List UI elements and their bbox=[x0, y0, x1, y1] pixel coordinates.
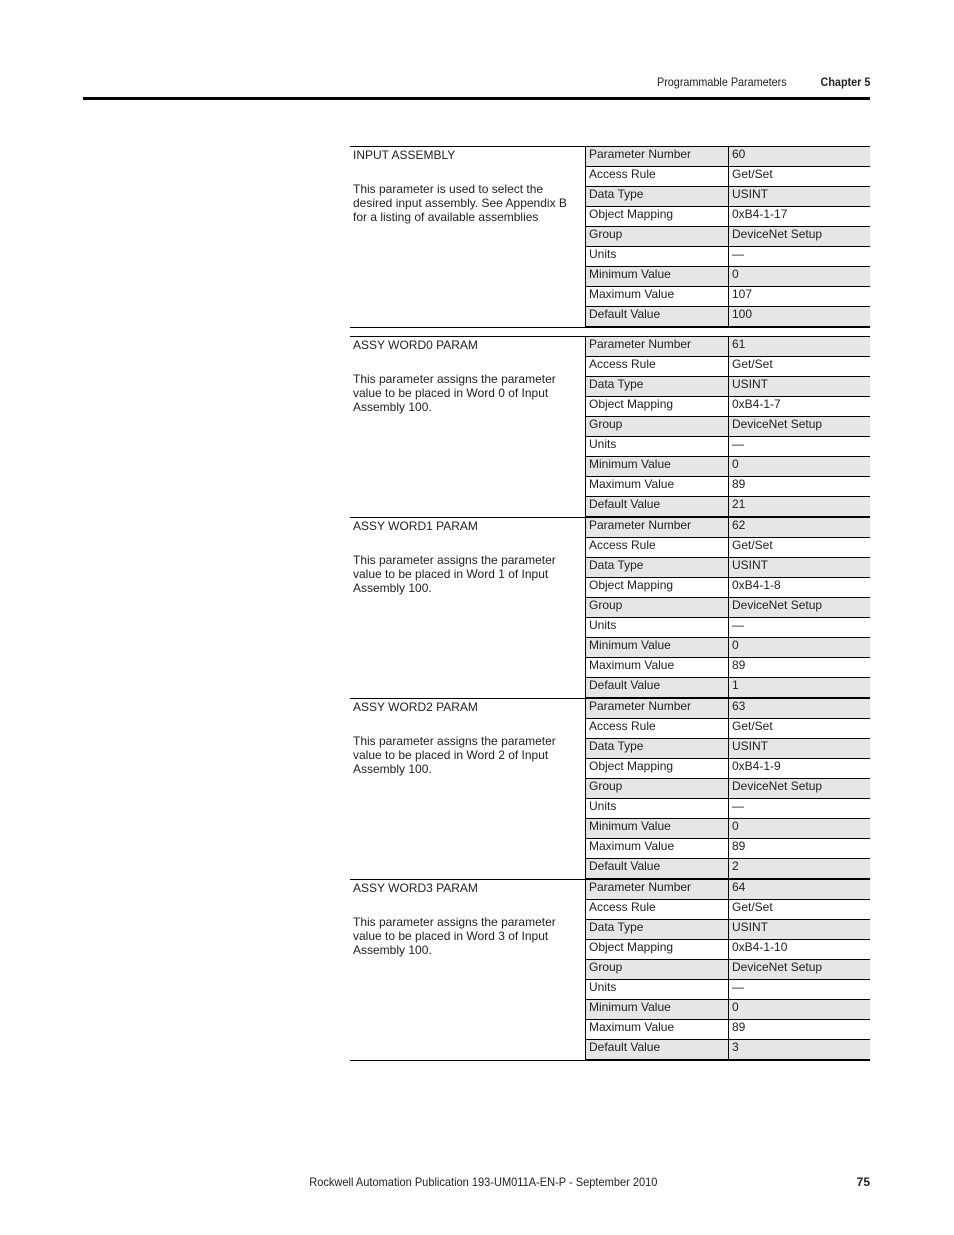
property-label: Data Type bbox=[586, 920, 729, 940]
property-value: — bbox=[729, 247, 871, 267]
property-value: DeviceNet Setup bbox=[729, 598, 871, 618]
property-value: 0 bbox=[729, 638, 871, 658]
property-value: 0xB4-1-17 bbox=[729, 207, 871, 227]
parameter-block bbox=[350, 698, 870, 879]
table-row bbox=[586, 187, 871, 207]
property-value: Get/Set bbox=[729, 357, 871, 377]
table-row bbox=[586, 1040, 871, 1060]
property-label: Group bbox=[586, 779, 729, 799]
property-label: Data Type bbox=[586, 739, 729, 759]
table-row bbox=[586, 799, 871, 819]
parameter-properties-table bbox=[585, 699, 870, 879]
property-value: 64 bbox=[729, 880, 871, 900]
property-label: Units bbox=[586, 247, 729, 267]
table-row bbox=[586, 638, 871, 658]
property-value: USINT bbox=[729, 739, 871, 759]
property-value: — bbox=[729, 618, 871, 638]
parameter-block bbox=[350, 146, 870, 327]
block-spacer bbox=[350, 327, 870, 336]
parameter-properties-table bbox=[585, 880, 870, 1060]
table-row bbox=[586, 779, 871, 799]
property-value: 0 bbox=[729, 267, 871, 287]
property-value: 100 bbox=[729, 307, 871, 327]
parameter-description: This parameter assigns the parameter value to be placed in Word 1 of Input Assembly 100. bbox=[353, 553, 556, 595]
table-row bbox=[586, 477, 871, 497]
property-label: Group bbox=[586, 227, 729, 247]
property-label: Units bbox=[586, 618, 729, 638]
property-value: Get/Set bbox=[729, 719, 871, 739]
property-label: Minimum Value bbox=[586, 638, 729, 658]
property-value: 0 bbox=[729, 819, 871, 839]
footer-publication: Rockwell Automation Publication 193-UM011A-EN-P - September 2010 bbox=[308, 1175, 657, 1189]
property-value: 0xB4-1-8 bbox=[729, 578, 871, 598]
property-value: 3 bbox=[729, 1040, 871, 1060]
property-label: Object Mapping bbox=[586, 940, 729, 960]
parameter-title: ASSY WORD3 PARAM bbox=[353, 881, 478, 895]
property-value: USINT bbox=[729, 920, 871, 940]
table-row bbox=[586, 147, 871, 167]
parameter-title: ASSY WORD1 PARAM bbox=[353, 519, 478, 533]
property-label: Group bbox=[586, 417, 729, 437]
property-label: Data Type bbox=[586, 558, 729, 578]
property-value: DeviceNet Setup bbox=[729, 960, 871, 980]
table-row bbox=[586, 207, 871, 227]
table-row bbox=[586, 759, 871, 779]
table-row bbox=[586, 307, 871, 327]
table-row bbox=[586, 417, 871, 437]
property-label: Minimum Value bbox=[586, 1000, 729, 1020]
property-value: — bbox=[729, 980, 871, 1000]
property-label: Default Value bbox=[586, 307, 729, 327]
property-value: 89 bbox=[729, 658, 871, 678]
property-label: Maximum Value bbox=[586, 839, 729, 859]
property-label: Default Value bbox=[586, 859, 729, 879]
table-row bbox=[586, 739, 871, 759]
property-label: Default Value bbox=[586, 678, 729, 698]
table-row bbox=[586, 538, 871, 558]
property-value: 63 bbox=[729, 699, 871, 719]
table-row bbox=[586, 920, 871, 940]
property-value: DeviceNet Setup bbox=[729, 779, 871, 799]
property-label: Parameter Number bbox=[586, 337, 729, 357]
property-label: Maximum Value bbox=[586, 1020, 729, 1040]
property-label: Parameter Number bbox=[586, 147, 729, 167]
property-label: Object Mapping bbox=[586, 759, 729, 779]
property-label: Maximum Value bbox=[586, 658, 729, 678]
property-value: 89 bbox=[729, 477, 871, 497]
table-row bbox=[586, 658, 871, 678]
property-label: Minimum Value bbox=[586, 457, 729, 477]
property-label: Minimum Value bbox=[586, 267, 729, 287]
table-row bbox=[586, 357, 871, 377]
property-value: 61 bbox=[729, 337, 871, 357]
property-value: 21 bbox=[729, 497, 871, 517]
property-label: Access Rule bbox=[586, 357, 729, 377]
property-label: Parameter Number bbox=[586, 880, 729, 900]
table-row bbox=[586, 859, 871, 879]
table-row bbox=[586, 227, 871, 247]
parameter-description: This parameter assigns the parameter value to be placed in Word 3 of Input Assembly 100. bbox=[353, 915, 556, 957]
property-label: Access Rule bbox=[586, 719, 729, 739]
property-value: 62 bbox=[729, 518, 871, 538]
table-row bbox=[586, 699, 871, 719]
table-row bbox=[586, 900, 871, 920]
parameter-description-cell bbox=[350, 337, 585, 517]
property-label: Parameter Number bbox=[586, 518, 729, 538]
property-label: Units bbox=[586, 437, 729, 457]
property-label: Object Mapping bbox=[586, 578, 729, 598]
property-label: Object Mapping bbox=[586, 207, 729, 227]
property-value: 0 bbox=[729, 1000, 871, 1020]
table-row bbox=[586, 497, 871, 517]
parameter-description-cell bbox=[350, 518, 585, 698]
property-value: Get/Set bbox=[729, 167, 871, 187]
property-label: Data Type bbox=[586, 377, 729, 397]
table-row bbox=[586, 819, 871, 839]
parameter-description-cell bbox=[350, 147, 585, 327]
table-row bbox=[586, 940, 871, 960]
property-label: Object Mapping bbox=[586, 397, 729, 417]
table-row bbox=[586, 558, 871, 578]
header-rule bbox=[83, 97, 870, 100]
parameter-description: This parameter is used to select the desired input assembly. See Appendix B for a listing of available assemblies bbox=[353, 182, 567, 224]
table-row bbox=[586, 397, 871, 417]
property-value: 89 bbox=[729, 839, 871, 859]
page-number: 75 bbox=[856, 1175, 870, 1189]
property-value: 1 bbox=[729, 678, 871, 698]
parameter-title: INPUT ASSEMBLY bbox=[353, 148, 456, 162]
table-row bbox=[586, 578, 871, 598]
property-label: Group bbox=[586, 598, 729, 618]
property-value: DeviceNet Setup bbox=[729, 417, 871, 437]
parameter-description-cell bbox=[350, 699, 585, 879]
table-row bbox=[586, 880, 871, 900]
property-value: Get/Set bbox=[729, 538, 871, 558]
parameter-properties-table bbox=[585, 518, 870, 698]
property-label: Access Rule bbox=[586, 538, 729, 558]
table-row bbox=[586, 598, 871, 618]
property-value: 0xB4-1-10 bbox=[729, 940, 871, 960]
property-value: 107 bbox=[729, 287, 871, 307]
parameter-block bbox=[350, 517, 870, 698]
table-row bbox=[586, 267, 871, 287]
running-header-chapter: Chapter 5 bbox=[820, 75, 870, 89]
property-value: DeviceNet Setup bbox=[729, 227, 871, 247]
table-row bbox=[586, 1020, 871, 1040]
table-row bbox=[586, 167, 871, 187]
property-label: Default Value bbox=[586, 1040, 729, 1060]
table-row bbox=[586, 437, 871, 457]
table-row bbox=[586, 1000, 871, 1020]
running-header-section: Programmable Parameters bbox=[657, 75, 787, 89]
table-row bbox=[586, 287, 871, 307]
parameter-list bbox=[350, 146, 870, 1061]
table-row bbox=[586, 457, 871, 477]
property-value: USINT bbox=[729, 558, 871, 578]
property-label: Data Type bbox=[586, 187, 729, 207]
property-value: 0 bbox=[729, 457, 871, 477]
parameter-description-cell bbox=[350, 880, 585, 1060]
parameter-properties-table bbox=[585, 147, 870, 327]
property-value: — bbox=[729, 437, 871, 457]
table-row bbox=[586, 337, 871, 357]
property-value: Get/Set bbox=[729, 900, 871, 920]
table-row bbox=[586, 618, 871, 638]
parameter-description: This parameter assigns the parameter value to be placed in Word 0 of Input Assembly 100. bbox=[353, 372, 556, 414]
property-value: USINT bbox=[729, 187, 871, 207]
parameter-properties-table bbox=[585, 337, 870, 517]
parameter-description: This parameter assigns the parameter value to be placed in Word 2 of Input Assembly 100. bbox=[353, 734, 556, 776]
property-value: 2 bbox=[729, 859, 871, 879]
table-row bbox=[586, 518, 871, 538]
property-value: 89 bbox=[729, 1020, 871, 1040]
property-value: — bbox=[729, 799, 871, 819]
property-label: Units bbox=[586, 980, 729, 1000]
table-row bbox=[586, 839, 871, 859]
property-label: Maximum Value bbox=[586, 477, 729, 497]
property-label: Access Rule bbox=[586, 900, 729, 920]
parameter-title: ASSY WORD0 PARAM bbox=[353, 338, 478, 352]
table-row bbox=[586, 377, 871, 397]
table-row bbox=[586, 980, 871, 1000]
table-row bbox=[586, 247, 871, 267]
property-label: Parameter Number bbox=[586, 699, 729, 719]
property-value: 0xB4-1-9 bbox=[729, 759, 871, 779]
table-row bbox=[586, 719, 871, 739]
parameter-title: ASSY WORD2 PARAM bbox=[353, 700, 478, 714]
property-value: USINT bbox=[729, 377, 871, 397]
property-label: Group bbox=[586, 960, 729, 980]
table-row bbox=[586, 678, 871, 698]
property-label: Access Rule bbox=[586, 167, 729, 187]
property-label: Default Value bbox=[586, 497, 729, 517]
parameter-block bbox=[350, 879, 870, 1061]
property-label: Minimum Value bbox=[586, 819, 729, 839]
parameter-block bbox=[350, 336, 870, 517]
property-value: 0xB4-1-7 bbox=[729, 397, 871, 417]
property-label: Units bbox=[586, 799, 729, 819]
table-row bbox=[586, 960, 871, 980]
property-label: Maximum Value bbox=[586, 287, 729, 307]
property-value: 60 bbox=[729, 147, 871, 167]
